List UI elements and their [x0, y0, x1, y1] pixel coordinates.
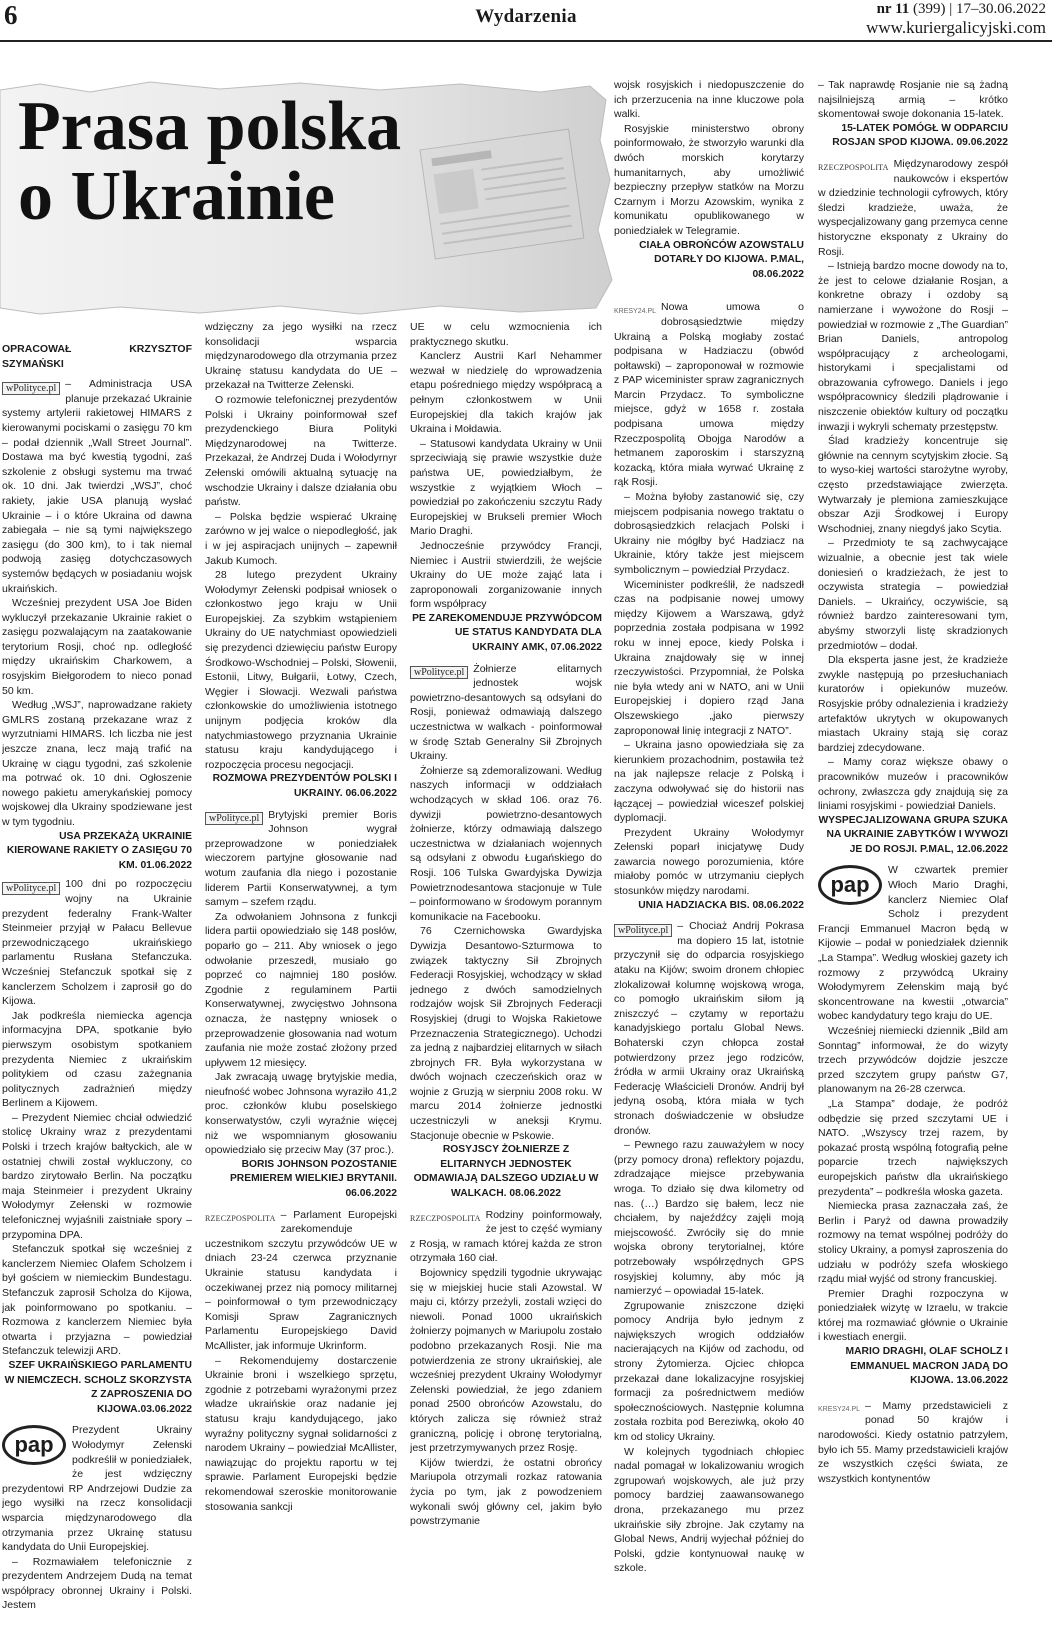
article-paragraph: O rozmowie telefonicznej prezydentów Polski i Ukrainy poinformował szef prezydenckiego Biura Polityki Międzynarodowej na Twitterze. Przekazał, że Andrzej Duda i Wołodyrnyr Zełenski omówili aktualną sytuację na wschodzie Ukrainy i dalsze działania obu państw. [205, 393, 397, 509]
article-paragraph: – Prezydent Niemiec chciał odwiedzić stolicę Ukrainy wraz z prezydentami Polski i trzech krajów bałtyckich, ale w ostatniej chwili został wykluczony, co bardzo zirytowało Berlin. Na początku maja Steinmeier i prezydent Ukrainy Wołodymyr Zełenski w rozmowie telefonicznej wyjaśnili zaistniałe spory – przypomina DPA. [2, 1111, 192, 1241]
issue-label: nr 11 [876, 1, 910, 17]
article-paragraph: Bojownicy spędzili tygodnie ukrywając się w miejskiej hucie stali Azowstal. W maju ci, którzy przeżyli, zostali wzięci do niewoli. Ponad 1000 ukraińskich żołnierzy pojmanych w Mariupolu zostało podobno przekazanych Rosji. Nie ma potwierdzenia ze strony ukraińskiej, ale wcześniej prezydent Ukrainy Wołodymyr Zełenski powiedział, że jego zdaniem ponad 2500 obrońców Azowstalu, do których zalicza się również straż graniczną, policję i obronę terytorialną, jest przetrzymywanych przez Rosję. [410, 1267, 602, 1455]
rzeczpospolita-logo: RZECZPOSPOLITA [818, 163, 889, 173]
pap-logo: pap [2, 1425, 66, 1465]
column-1 [2, 342, 192, 1636]
article-caption: UNIA HADZIACKA BIS. 08.06.2022 [638, 899, 804, 911]
article-paragraph: Rosyjskie ministerstwo obrony poinformowało, że stworzyło warunki dla dwóch morskich korytarzy humanitarnych, aby umożliwić bezpieczny przepływ statków na Morzu Czarnym i Morzu Azowskim, wynika z komunikatu opublikowanego w poniedziałek w Telegramie. [614, 122, 804, 237]
pap-logo: pap [818, 865, 882, 905]
article-paragraph: pap W czwartek premier Włoch Mario Draghi, kanclerz Niemiec Olaf Scholz i prezydent Francji Emmanuel Macron będą w Kijowie – podał w poniedziałek dziennik „La Stampa”. Według włoskiej gazety ich rozmowy z przywódcą Ukrainy Wołodymyrem Zełenskim mają być skoncentrowane na kwestii „otwarcia” wobec kandydatury tego kraju do UE. [818, 864, 1008, 1023]
article-paragraph: wPolityce.pl Brytyjski premier Boris Johnson wygrał przeprowadzone w poniedziałek wieczorem partyjne głosowanie nad wotum zaufania dla niego i pozostanie liderem Partii Konserwatywnej, a tym samym – szefem rządu. [205, 808, 397, 909]
column-2 [205, 320, 397, 1636]
kresy-logo: KRESY24.PL [818, 1406, 861, 1414]
article-paragraph: 76 Czernichowska Gwardyjska Dywizja Desantowo-Szturmowa to związek taktyczny Sił Zbrojnych Federacji Rosyjskiej, wchodzący w skład jednego z dwóch samodzielnych rodzajów wojsk Sił Zbrojnych Federacji Rosyjskiej (drugi to Wojska Rakietowe Przeznaczenia Strategicznego). Uchodzi za jedną z najbardziej elitarnych w siłach zbrojnych FR. Była wykorzystana w dwóch wojnach czeczeńskich oraz w wojnie z Gruzją w sierpniu 2008 roku. W marcu 2014 żołnierze jednostki uczestniczyli w aneksji Krymu. Stacjonuje obecnie w Pskowie. [410, 925, 602, 1142]
article-paragraph: Jednocześnie przywódcy Francji, Niemiec i Austrii stwierdzili, że wejście Ukrainy do UE może zająć lata i zaproponowali zorganizowanie innych form współpracy [410, 539, 602, 611]
newspaper-icon [420, 129, 584, 259]
article-paragraph: Jak podkreśla niemiecka agencja informacyjna DPA, spotkanie było pierwszym osobistym spotkaniem prezydenta Niemiec z ukraińskim politykiem od czasu zażegnania politycznych zadrażnień między Berlinem a Kijowem. [2, 1009, 192, 1110]
article-paragraph: Według „WSJ”, naprowadzane rakiety GMLRS zostaną przekazane wraz z wyrzutniami HIMARS. Ich liczba nie jest jeszcze znana, lecz mają trafić na Ukrainę w ciągu tygodni, zaś szkolenie ma potrwać ok. 10 dni. Ogłoszenie nowego pakietu amerykańskiej pomocy wojskowej dla Ukrainy spodziewane jest w tym tygodniu. [2, 699, 192, 828]
article-caption: ROSYJSCY ŻOŁNIERZE Z ELITARNYCH JEDNOSTEK ODMAWIAJĄ DALSZEGO UDZIAŁU W WALKACH. 08.06.2022 [413, 1144, 599, 1200]
article-caption: PE ZAREKOMENDUJE PRZYWÓDCOM UE STATUS KANDYDATA DLA UKRAINY AMK, 07.06.2022 [412, 612, 602, 654]
article-paragraph: pap Prezydent Ukrainy Wołodymyr Zełenski podkreślił w poniedziałek, że jest wdzięczny prezydentowi RP Andrzejowi Dudzie za jego wysiłki na rzecz konsolidacji wsparcia międzynarodowego dla otrzymania przez Ukrainę statusu kandydata do Unii Europejskiej. [2, 1424, 192, 1554]
rzeczpospolita-logo: RZECZPOSPOLITA [410, 1214, 481, 1224]
article-paragraph: „La Stampa” dodaje, że podróż odbędzie się przed szczytami UE i NATO. „Wszyscy trzej razem, by pokazać prostą wspólną fotografią pełne poparcie trzech największych europejskich państw dla ukraińskiego prezydenta” – podkreśla włoska gazeta. [818, 1097, 1008, 1198]
article-caption: MARIO DRAGHI, OLAF SCHOLZ I EMMANUEL MACRON JADĄ DO KIJOWA. 13.06.2022 [845, 1346, 1008, 1387]
wpolityce-logo: wPolityce.pl [2, 380, 60, 396]
article-caption: USA PRZEKAŻĄ UKRAINIE KIEROWANE RAKIETY O ZASIĘGU 70 KM. 01.06.2022 [6, 830, 192, 871]
article-paragraph: W kolejnych tygodniach chłopiec nadal pomagał w lokalizowaniu wrogich zgrupowań wojskowych, ale już przy pomocy bardziej zaawansowanego drona, przekazanego mu przez ukraińskie siły zbrojne. Jak czytamy na Global News, Andrij wyjechał później do Polski, gdzie kontynuował naukę w szkole. [614, 1445, 804, 1575]
article-paragraph: wPolityce.pl – Administracja USA planuje przekazać Ukrainie systemy artylerii rakietowej HIMARS z kierowanymi pociskami o zasięgu 70 km – podał dziennik „Wall Street Journal”. Dostawa ma być kwestią tygodni, zaś szkolenie z obsługi systemu ma trwać ok. 10 dni. Jak twierdzi „WSJ”, choć rakiety, jakie USA planują wysłać Ukrainie – i o które Ukraina od dawna zabiegała – nie są tymi największego zasięgu (do 300 km), to i tak niemal podwoją zasięg dotychczasowych systemów będących w posiadaniu wojsk ukraińskich. [2, 378, 192, 595]
article-paragraph: – Pewnego razu zauważyłem w nocy (przy pomocy drona) reflektory pojazdu, zdradzające miejsce przebywania wroga. To działo się dwa kilometry od nas. (…) Bardzo się bałem, lecz nie chciałem, by najeźdźcy zajęli moją miejscowość. Zwróciły się do mnie wojska obrony terytorialnej, które potrzebowały współrzędnych GPS rosyjskiej kolumny, aby móc ją namierzyć – opowiadał 15-latek. [614, 1139, 804, 1298]
article-paragraph: – Istnieją bardzo mocne dowody na to, że jest to celowe działanie Rosjan, a konkretne obrazy i ozdoby są namierzane i wywożone do Rosji – powiedział w rozmowie z „The Guardian” Brian Daniels, antropolog współpracujący z archeologami, historykami i specjalistami od obrazowania cyfrowego. Daniels i jego współpracownicy śledzili plądrowanie i niszczenie obiektów kultury od początku inwazji i wykryli schematy przestępstw. [818, 260, 1008, 433]
article-paragraph: wojsk rosyjskich i niedopuszczenie do ich przerzucenia na inne kluczowe pola walki. [614, 79, 804, 121]
article-paragraph: RZECZPOSPOLITA – Parlament Europejski zarekomenduje uczestnikom szczytu przywódców UE w dniach 23-24 czerwca przyznanie Ukrainie statusu kandydata i oczekiwanej przez nią pomocy militarnej – poinformował o tym przewodniczący Komisji Spraw Zagranicznych Parlamentu Europejskiego David McAllister, jak informuje Ukrinform. [205, 1208, 397, 1352]
article-paragraph: – Mamy coraz większe obawy o pracowników muzeów i pracowników ochrony, zwłaszcza gdy znajdują się za liniami rosyjskimi - powiedział Daniels. [818, 756, 1008, 813]
article-paragraph: RZECZPOSPOLITA Międzynarodowy zespół naukowców i ekspertów w dziedzinie technologii cyfrowych, który śledzi kradzieże, uważa, że wyspecjalizowany gang przemyca cenne historyczne eksponaty z Ukrainy do Rosji. [818, 157, 1008, 258]
article-paragraph: wdzięczny za jego wysiłki na rzecz konsolidacji wsparcia międzynarodowego dla otrzymania przez Ukrainę statusu kandydata do UE – przekazał na Twitterze Zełenski. [205, 321, 397, 392]
article-paragraph: Jak zwracają uwagę brytyjskie media, nieufność wobec Johnsona wyraziło 41,2 proc. członków klubu poselskiego konserwatystów, czyli wyraźnie więcej niż we wspomnianym głosowaniu opowiedziało się przeciw May (37 proc.). [205, 1071, 397, 1157]
article-paragraph: wPolityce.pl Żołnierze elitarnych jednostek wojsk powietrzno-desantowych są odsyłani do Rosji, ponieważ odmawiają dalszego uczestnictwa w walkach - poinformował w środę Sztab Generalny Sił Zbrojnych Ukrainy. [410, 662, 602, 763]
article-paragraph: 28 lutego prezydent Ukrainy Wołodymyr Zełenski podpisał wniosek o członkostwo jego kraju w Unii Europejskiej. Za szybkim wstąpieniem Ukrainy do UE natychmiast opowiedzieli się prezydenci dziewięciu państw Europy Środkowo-Wschodniej – Polski, Słowenii, Estonii, Litwy, Bułgarii, Łotwy, Czech, Węgier i Słowacji. Wezwali państwa członkowskie do umożliwienia istotnego unijnym podjęcia kroków dla natychmiastowego przyznania Ukrainie statusu kraju kandydującego i rozpoczęcia procesu negocjacji. [205, 569, 397, 771]
article-paragraph: – Polska będzie wspierać Ukrainę zarówno w jej walce o niepodległość, jak i w jej aspiracjach unijnych – zapewnił Jakub Kumoch. [205, 510, 397, 567]
page-number: 6 [4, 0, 18, 30]
article-paragraph: Żołnierze są zdemoralizowani. Według naszych informacji w oddziałach wchodzących w skład 106. oraz 76. dywizji powietrzno-desantowych żołnierze, którzy odmawiają dalszego uczestnictwa w działaniach wojennych są odsyłani z obwodu Ługańskiego do Rosji. 106 Tulska Gwardyjska Dywizja Powietrznodesantowa stacjonuje w Tule – poinformowano w środowym porannym komunikacie na Facebooku. [410, 764, 602, 923]
issue-info [877, 0, 1046, 19]
page-title [18, 88, 402, 235]
wpolityce-logo: wPolityce.pl [410, 665, 468, 681]
header-rule [0, 40, 1052, 42]
article-paragraph: – Statusowi kandydata Ukrainy w Unii sprzeciwiają się prawie wszystkie duże państwa UE, powiedziałbym, że wszystkie z wyjątkiem Włoch – powiedział po zakończeniu szczytu Rady Europejskiej w Brukseli premier Włoch Mario Draghi. [410, 437, 602, 538]
article-caption: SZEF UKRAIŃSKIEGO PARLAMENTU W NIEMCZECH. SCHOLZ SKORZYSTA Z ZAPROSZENIA DO KIJOWA.03.06.2022 [4, 1359, 192, 1415]
article-paragraph: Kijów twierdzi, że ostatni obrońcy Mariupola otrzymali rozkaz ratowania życia po tym, jak z powodzeniem wykonali swój główny cel, jakim było powstrzymanie [410, 1456, 602, 1528]
article-caption: CIAŁA OBROŃCÓW AZOWSTALU DOTARŁY DO KIJOWA. P.MAL, 08.06.2022 [639, 239, 804, 280]
column-5 [818, 78, 1008, 1636]
article-paragraph: Premier Draghi rozpoczyna w poniedziałek wizytę w Izraelu, w trakcie której ma rozmawiać głównie o Ukrainie i kwestiach energii. [818, 1287, 1008, 1344]
article-paragraph: wPolityce.pl – Chociaż Andrij Pokrasa ma dopiero 15 lat, istotnie przyczynił się do odparcia rosyjskiego ataku na Kijów; swoim dronem chłopiec zlokalizował kolumnę wojskową wroga, co pomogło ukraińskim siłom ją zniszczyć – czytamy w reportażu kanadyjskiego portalu Global News. Bohaterski czyn chłopca został potwierdzony przez jego rodziców, źródła w armii Ukrainy oraz Ukraińską Federację Właścicieli Dronów. Andrij był jedyną osobą, która miała w tych stronach doświadczenie w obsłudze dronów. [614, 920, 804, 1137]
kresy-logo: KRESY24.PL [614, 307, 657, 315]
article-paragraph: Zgrupowanie zniszczone dzięki pomocy Andrija było jednym z największych wrogich oddziałów nacierających na Kijów od zachodu, od strony Żytomierza. Ojciec chłopca przekazał dane lokalizacyjne rosyjskiej formacji za pośrednictwem mediów społecznościowych. Następnie kolumna została rozbita pod Bereziwką, około 40 km od stolicy Ukrainy. [614, 1299, 804, 1444]
article-paragraph: Dla eksperta jasne jest, że kradzieże zwykle następują po przesłuchaniach kuratorów i opiekunów muzeów. Rosyjskie próby odnalezienia i kradzieży artefaktów ukrytych w okupowanych miastach Ukrainy stają się coraz bardziej zdecydowane. [818, 654, 1008, 754]
article-caption: WYSPECJALIZOWANA GRUPA SZUKA NA UKRAINIE ZABYTKÓW I WYWOZI JE DO ROSJI. P.MAL, 12.06.2022 [818, 814, 1008, 855]
wpolityce-logo: wPolityce.pl [2, 880, 60, 896]
column-3 [410, 320, 602, 1636]
article-paragraph: RZECZPOSPOLITA Rodziny poinformowały, że jest to część wymiany z Rosją, w ramach której każda ze stron otrzymała 160 ciał. [410, 1208, 602, 1265]
article-paragraph: – Przedmioty te są zachwycające wizualnie, a obecnie jest tak wiele doniesień o kradzieżach, że jest to oczywista strategia – powiedział Daniels. – Ukraińcy, oczywiście, są również bardzo zainteresowani tym, abyśmy stworzyli listę skradzionych przedmiotów – dodał. [818, 537, 1008, 652]
article-caption: ROZMOWA PREZYDENTÓW POLSKI I UKRAINY. 06.06.2022 [212, 773, 397, 799]
article-paragraph: – Tak naprawdę Rosjanie nie są żadną najsilniejszą armią – krótko skomentował swoje dokonania 15-latek. [818, 79, 1008, 121]
article-paragraph: – Można byłoby zastanowić się, czy miejscem podpisania nowego traktatu o dobrosąsiedzkich relacjach Polski i Ukrainy nie mógłby być Hadziacz na Ukrainie, który także jest miejscem symbolicznym – powiedział Przydacz. [614, 491, 804, 576]
article-paragraph: Ślad kradzieży koncentruje się głównie na cennym scytyjskim złocie. Są to wyso-kiej wartości starożytne wyroby, często przedstawiające zwierzęta. Wytwarzały je plemiona zamieszkujące obszar Azji Środkowej i Europy Wschodniej, znany niegdyś jako Scytia. [818, 435, 1008, 535]
article-paragraph: Niemiecka prasa zaznaczała zaś, że Berlin i Paryż od dawna prowadziły rozmowy na temat wspólnej podróży do stolicy Ukrainy, a pomysł zaproszenia do udziału w podróży szefa włoskiego rządu miał wyjść od strony francuskiej. [818, 1200, 1008, 1286]
title-line-1: Prasa polska [18, 88, 402, 165]
article-paragraph: – Ukraina jasno opowiedziała się za kierunkiem prozachodnim, postawiła też na jak najlepsze relacje z Polską i zaczyna odwoływać się do historii nas łączącej – powiedział wiceszef polskiej dyplomacji. [614, 739, 804, 825]
article-paragraph: Wcześniej niemiecki dziennik „Bild am Sonntag” informował, że do wizyty trzech przywódców dojdzie jeszcze przed szczytem grupy państw G7, planowanym na 26-28 czerwca. [818, 1025, 1008, 1096]
wpolityce-logo: wPolityce.pl [614, 922, 672, 938]
article-paragraph: KRESY24.PL – Mamy przedstawicieli z ponad 50 krajów i narodowości. Kiedy ostatnio patrzyłem, było ich 55. Mamy przedstawicieli krajów ze wszystkich części świata, ze wszystkich kontynentów [818, 1399, 1008, 1485]
article-paragraph: Wcześniej prezydent USA Joe Biden wykluczył przekazanie Ukrainie rakiet o zasięgu pozwalającym na zaatakowanie terytorium Rosji, choć np. odległość między ukraińskim Charkowem, a rosyjskim Biełgorodem to nieco ponad 50 km. [2, 597, 192, 697]
article-paragraph: Kanclerz Austrii Karl Nehammer wezwał w niedzielę do wprowadzenia etapu pośredniego między współpracą a pełnym członkostwem w Unii Europejskiej dla takich krajów jak Ukraina i Mołdawia. [410, 350, 602, 436]
rzeczpospolita-logo: RZECZPOSPOLITA [205, 1214, 276, 1224]
article-paragraph: Prezydent Ukrainy Wołodymyr Zełenski poparł inicjatywę Dudy zawarcia nowego porozumienia, które miałoby pomóc w utrzymaniu ciepłych stosunków między narodami. [614, 826, 804, 898]
article-paragraph: – Rozmawiałem telefonicznie z prezydentem Andrzejem Dudą na temat współpracy obronnej Ukrainy i Polski. Jestem [2, 1555, 192, 1612]
article-paragraph: Za odwołaniem Johnsona z funkcji lidera partii opowiedziało się 148 posłów, poparło go – 211. Aby wniosek o jego odwołanie przeszedł, musiało go poprzeć co najmniej 180 posłów. Zgodnie z regulaminem Partii Konserwatywnej, zwycięstwo Johnsona oznacza, że następny wniosek o przeprowadzenie głosowania nad wotum zaufania nie może zostać złożony przed upływem 12 miesięcy. [205, 910, 397, 1069]
article-paragraph: UE w celu wzmocnienia ich praktycznego skutku. [410, 321, 602, 348]
title-line-2: o Ukrainie [18, 158, 335, 235]
article-paragraph: Wiceminister podkreślił, że nadszedł czas na podpisanie nowej umowy między Kijowem a Warszawą, gdyż poprzednia została podpisana w 1992 roku w innej epoce, kiedy Polska i Ukraina znajdowały się w innej rzeczywistości. Przypomniał, że Polska nie była wtedy ani w NATO, ani w Unii Europejskiej i dopiero rząd Jana Olszewskiego „jako pierwszy zaproponował linię integracji z NATO”. [614, 578, 804, 737]
column-4 [614, 78, 804, 1636]
article-caption: BORIS JOHNSON POZOSTANIE PREMIEREM WIELKIEJ BRYTANII. 06.06.2022 [229, 1158, 397, 1200]
wpolityce-logo: wPolityce.pl [205, 811, 263, 827]
section-title: Wydarzenia [475, 6, 577, 27]
article-caption: 15-LATEK POMÓGŁ W ODPARCIU ROSJAN SPOD KIJOWA. 09.06.2022 [832, 122, 1008, 149]
issue-date: (399) | 17–30.06.2022 [913, 1, 1046, 17]
article-paragraph: Stefanczuk spotkał się wcześniej z kanclerzem Niemiec Olafem Scholzem i był gościem w niemieckim Bundestagu. Stefanczuk zaprosił Scholza do Kijowa, jak poinformowano po spotkaniu. – Rozmowa z kanclerzem Niemiec była otwarta i przyjazna – powiedział Stefanczuk telewizji ARD. [2, 1243, 192, 1358]
author-credit: OPRACOWAŁ KRZYSZTOF SZYMAŃSKI [2, 343, 192, 370]
article-paragraph: – Rekomendujemy dostarczenie Ukrainie broni i wszelkiego sprzętu, zgodnie z potrzebami wyrażonymi przez władze ukraińskie oraz nadanie jej statusu kraju kandydującego, jako wyraźny polityczny sygnał solidarności z narodem Ukrainy – powiedział McAllister, nawiązując do projektu raportu w tej sprawie. Parlament Europejski będzie rekomendował szeroskie monitorowanie stosowania sankcji [205, 1354, 397, 1513]
article-paragraph: KRESY24.PL Nowa umowa o dobrosąsiedztwie między Ukrainą a Polską mogłaby zostać podpisana w Hadziaczu (obwód połtawski) – zaproponował w rozmowie z PAP wiceminister spraw zagranicznych Marcin Przydacz. To symboliczne miejsce, gdyż w 1658 r. została podpisana umowa między Rzeczpospolitą Obojga Narodów a hetmanem zaporoskim i starszyzną kozacką, która miała wyrwać Ukrainę z rąk Rosji. [614, 301, 804, 489]
article-paragraph: wPolityce.pl 100 dni po rozpoczęciu wojny na Ukrainie prezydent federalny Frank-Walter Steinmeier przyjął w Pałacu Bellevue przewodniczącego ukraińskiego parlamentu Rusłana Stefanczuka. Wcześniej Stefanczuk spotkał się z kanclerzem Scholzem i zaprosił go do Kijowa. [2, 878, 192, 1008]
site-url[interactable]: www.kuriergalicyjski.com [866, 18, 1046, 37]
